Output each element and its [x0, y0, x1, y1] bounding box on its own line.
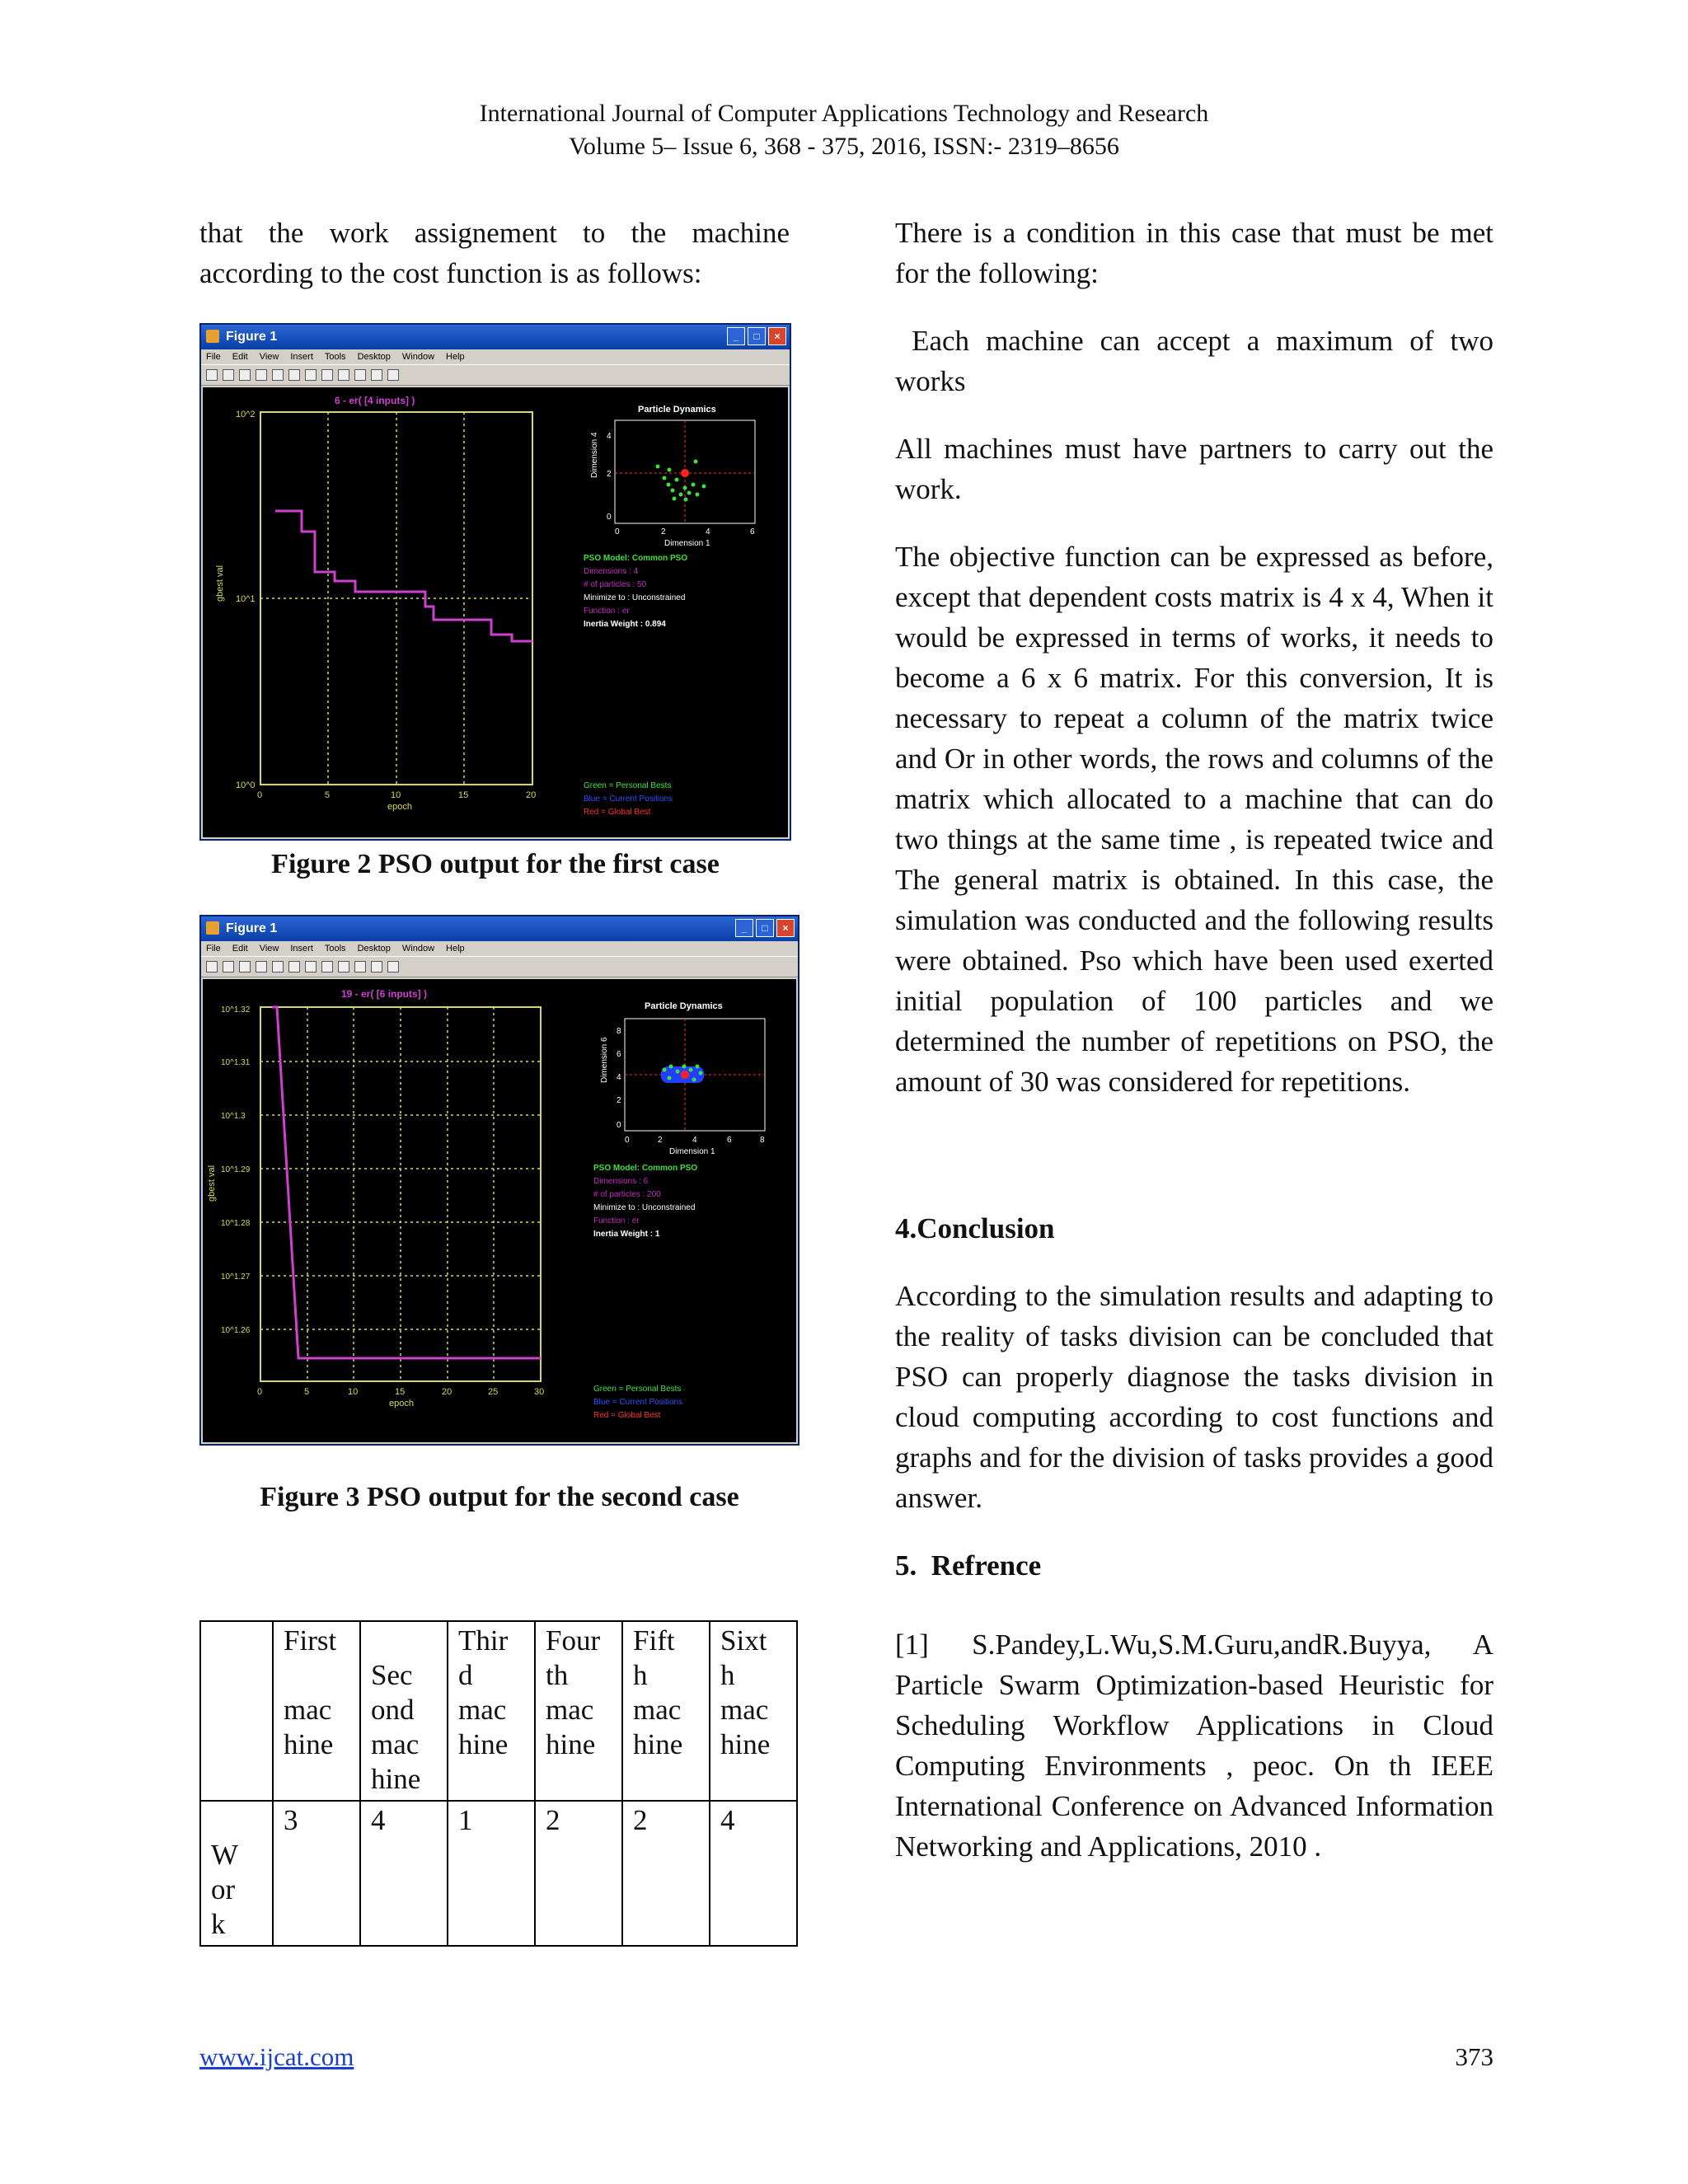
data-cursor-icon[interactable] — [354, 369, 366, 381]
condition-1: Each machine can accept a maximum of two works — [895, 325, 1501, 397]
figure2-xlabel: epoch — [387, 802, 412, 812]
menu-tools[interactable]: Tools — [324, 944, 346, 954]
table-header-cell: Sixt h mac hine — [710, 1621, 797, 1801]
figure2-xtick-4: 15 — [458, 790, 469, 800]
figure2-info-minimize: Minimize to : Unconstrained — [584, 593, 686, 602]
table-header-cell: Four th mac hine — [535, 1621, 622, 1801]
open-icon[interactable] — [223, 369, 234, 381]
reference-heading: 5. Refrence — [895, 1549, 1042, 1582]
figure2-svg — [203, 387, 788, 837]
conclusion-heading: 4.Conclusion — [895, 1212, 1055, 1244]
colorbar-icon[interactable] — [371, 369, 382, 381]
zoom-out-icon[interactable] — [305, 961, 316, 972]
figure3-dyn-ylabel: Dimension 6 — [600, 1037, 609, 1083]
figure2-dyn-xtick-3: 4 — [706, 527, 710, 537]
figure2-info-function: Function : er — [584, 607, 630, 616]
figure3-info-function: Function : er — [593, 1216, 640, 1226]
reference-1: [1] S.Pandey,L.Wu,S.M.Guru,andR.Buyya, A Particle Swarm Optimization-based Heuristic for Scheduling Workflow Applications in Cloud Computing Environments , peoc. On th IEEE International Conference on Advanced Information Networking and Applications, 2010 . — [895, 1629, 1493, 1863]
menu-desktop[interactable]: Desktop — [357, 944, 391, 954]
menu-help[interactable]: Help — [446, 352, 465, 362]
figure3-ytick-1: 10^1.32 — [221, 1005, 251, 1015]
menu-insert[interactable]: Insert — [290, 352, 313, 362]
figure2-info-model: PSO Model: Common PSO — [584, 554, 688, 563]
figure2-dyn-xlabel: Dimension 1 — [664, 539, 710, 548]
figure3-ytick-4: 10^1.29 — [221, 1165, 251, 1174]
figure3-global-best — [681, 1071, 689, 1079]
figure3-window-title: Figure 1 — [226, 921, 278, 935]
figure3-plot-title: 19 - er( [6 inputs] ) — [341, 988, 428, 1000]
figure3-dyn-xtick-5: 8 — [760, 1136, 765, 1145]
figure3-caption: Figure 3 PSO output for the second case — [260, 1482, 739, 1512]
conclusion-paragraph: According to the simulation results and adapting to the reality of tasks division can be concluded that PSO can properly diagnose the tasks division in cloud computing according to cost functions and graphs and for the division of tasks provides a good answer. — [895, 1280, 1493, 1514]
figure3-gbest-curve — [272, 1007, 541, 1358]
figure3-plot-area — [203, 979, 796, 1442]
matlab-icon — [206, 330, 219, 343]
work-assignment-table — [199, 1620, 798, 1947]
menu-view[interactable]: View — [259, 352, 279, 362]
close-icon[interactable]: × — [776, 919, 795, 937]
table-header-cell: Fift h mac hine — [622, 1621, 710, 1801]
figure3-dyn-ytick-2: 6 — [617, 1050, 621, 1059]
figure3-xtick-3: 10 — [348, 1387, 359, 1397]
pan-icon[interactable] — [321, 961, 333, 972]
pointer-icon[interactable] — [272, 961, 284, 972]
print-icon[interactable] — [256, 369, 267, 381]
new-figure-icon[interactable] — [206, 961, 218, 972]
figure3-xtick-2: 5 — [304, 1387, 310, 1397]
table-cell: 4 — [360, 1801, 448, 1946]
figure2-ylabel: gbest val — [215, 565, 225, 602]
figure3-dyn-xlabel: Dimension 1 — [669, 1147, 715, 1156]
menu-insert[interactable]: Insert — [290, 944, 313, 954]
intro-paragraph: that the work assignement to the machine according to the cost function is as follows: — [199, 217, 790, 289]
figure3-xtick-7: 30 — [534, 1387, 545, 1397]
figure3-ytick-2: 10^1.31 — [221, 1058, 251, 1067]
figure3-dyn-ytick-4: 2 — [617, 1096, 621, 1105]
figure3-ytick-3: 10^1.3 — [221, 1112, 246, 1121]
figure3-xlabel: epoch — [389, 1399, 414, 1408]
legend-icon[interactable] — [387, 961, 399, 972]
data-cursor-icon[interactable] — [354, 961, 366, 972]
minimize-icon[interactable]: _ — [727, 327, 745, 345]
figure3-xtick-5: 20 — [442, 1387, 452, 1397]
figure2-dyn-ylabel: Dimension 4 — [590, 432, 599, 478]
figure3-ytick-5: 10^1.28 — [221, 1219, 251, 1228]
condition-paragraph: There is a condition in this case that must be met for the following: — [895, 217, 1493, 289]
figure3-info-model: PSO Model: Common PSO — [593, 1164, 698, 1173]
menu-edit[interactable]: Edit — [232, 352, 248, 362]
figure3-dyn-ytick-1: 8 — [617, 1027, 621, 1036]
menu-file[interactable]: File — [206, 944, 221, 954]
figure2-dyn-xtick-4: 6 — [750, 527, 755, 537]
journal-website-link[interactable]: www.ijcat.com — [199, 2042, 354, 2071]
table-header-row — [200, 1621, 797, 1801]
menu-window[interactable]: Window — [401, 352, 435, 362]
menu-edit[interactable]: Edit — [232, 944, 248, 954]
figure2-info-inertia: Inertia Weight : 0.894 — [584, 620, 666, 629]
maximize-icon[interactable]: □ — [748, 327, 766, 345]
figure3-legend-red: Red = Global Best — [593, 1411, 661, 1420]
figure2-dyn-ytick-2: 2 — [607, 470, 612, 479]
figure2-window-title: Figure 1 — [226, 330, 278, 344]
table-cell: 4 — [710, 1801, 797, 1946]
figure2-legend-green: Green = Personal Bests — [584, 781, 672, 790]
table-cell: 2 — [622, 1801, 710, 1946]
journal-header-line2: Volume 5– Issue 6, 368 - 375, 2016, ISSN:- 2319–8656 — [569, 133, 1119, 160]
figure3-info-dims: Dimensions : 6 — [593, 1177, 649, 1186]
figure3-ytick-7: 10^1.26 — [221, 1326, 251, 1335]
maximize-icon[interactable]: □ — [756, 919, 774, 937]
figure3-dyn-xtick-1: 0 — [625, 1136, 630, 1145]
figure2-toolbar — [201, 364, 790, 386]
figure3-menubar — [201, 941, 798, 956]
figure3-xtick-6: 25 — [488, 1387, 499, 1397]
menu-tools[interactable]: Tools — [324, 352, 346, 362]
pointer-icon[interactable] — [272, 369, 284, 381]
menu-view[interactable]: View — [259, 944, 279, 954]
objective-paragraph: The objective function can be expressed as before, except that dependent costs matrix is 4 x 4, When it would be expressed in terms of works, it needs to become a 6 x 6 matrix. For this conversion, It is necessary to repeat a column of the matrix twice and Or in other words, the rows and columns of the matrix which allocated to a machine that can do two things at the same time , is repeated twice and The general matrix is obtained. In this case, the simulation was conducted and the following results were obtained. Pso which have been used exerted initial population of 100 particles and we determined the number of repetitions on PSO, the amount of 30 was considered for repetitions. — [895, 541, 1493, 1098]
table-header-cell: First mac hine — [273, 1621, 360, 1801]
figure2-gbest-curve — [275, 511, 532, 641]
menu-file[interactable]: File — [206, 352, 221, 362]
page-number: 373 — [1455, 2042, 1493, 2071]
figure3-dyn-ytick-3: 4 — [617, 1073, 621, 1082]
figure2-particles — [656, 460, 706, 502]
figure2-window — [199, 323, 791, 841]
figure3-titlebar — [201, 916, 798, 941]
table-header-cell: Thir d mac hine — [448, 1621, 535, 1801]
zoom-in-icon[interactable] — [288, 961, 300, 972]
table-header-cell: Sec ond mac hine — [360, 1621, 448, 1801]
figure2-info-particles: # of particles : 50 — [584, 580, 647, 589]
menu-help[interactable]: Help — [446, 944, 465, 954]
table-corner-cell — [200, 1621, 273, 1801]
figure3-dyn-xtick-4: 6 — [727, 1136, 732, 1145]
colorbar-icon[interactable] — [371, 961, 382, 972]
figure2-legend-red: Red = Global Best — [584, 808, 651, 817]
figure3-legend-green: Green = Personal Bests — [593, 1385, 682, 1394]
rotate-icon[interactable] — [338, 369, 349, 381]
figure3-svg — [203, 979, 796, 1442]
table-cell: 3 — [273, 1801, 360, 1946]
figure2-dyn-title: Particle Dynamics — [638, 405, 716, 415]
figure2-menubar — [201, 349, 790, 364]
figure2-ytick-3: 10^0 — [236, 780, 256, 790]
figure2-plot-area — [203, 387, 788, 837]
figure2-xtick-1: 0 — [257, 790, 263, 800]
table-cell: 2 — [535, 1801, 622, 1946]
new-figure-icon[interactable] — [206, 369, 218, 381]
figure3-ytick-6: 10^1.27 — [221, 1272, 251, 1282]
figure2-info-dims: Dimensions : 4 — [584, 567, 639, 576]
zoom-out-icon[interactable] — [305, 369, 316, 381]
figure2-xtick-5: 20 — [526, 790, 537, 800]
open-icon[interactable] — [223, 961, 234, 972]
table-cell: 1 — [448, 1801, 535, 1946]
figure2-dyn-ytick-1: 4 — [607, 432, 612, 441]
figure2-xtick-3: 10 — [391, 790, 401, 800]
figure3-dyn-title: Particle Dynamics — [645, 1001, 723, 1011]
save-icon[interactable] — [239, 961, 251, 972]
right-column — [895, 213, 1501, 1894]
figure3-dyn-xtick-2: 2 — [658, 1136, 663, 1145]
figure2-dyn-ytick-3: 0 — [607, 513, 612, 522]
print-icon[interactable] — [256, 961, 267, 972]
legend-icon[interactable] — [387, 369, 399, 381]
figure2-dyn-xtick-2: 2 — [661, 527, 666, 537]
matlab-icon — [206, 921, 219, 935]
figure2-caption: Figure 2 PSO output for the first case — [271, 849, 720, 879]
menu-window[interactable]: Window — [401, 944, 435, 954]
zoom-in-icon[interactable] — [288, 369, 300, 381]
left-intro-text — [199, 213, 790, 321]
table-row — [200, 1801, 797, 1946]
figure2-xtick-2: 5 — [325, 790, 331, 800]
figure3-dyn-ytick-5: 0 — [617, 1121, 621, 1130]
figure3-xtick-1: 0 — [257, 1387, 263, 1397]
figure2-legend-blue: Blue = Current Positions — [584, 794, 673, 804]
menu-desktop[interactable]: Desktop — [357, 352, 391, 362]
figure3-ylabel: gbest val — [207, 1165, 217, 1202]
figure2-global-best — [681, 469, 689, 477]
close-icon[interactable]: × — [768, 327, 786, 345]
figure3-info-particles: # of particles : 200 — [593, 1190, 661, 1199]
figure2-ytick-2: 10^1 — [236, 594, 256, 604]
figure2-titlebar — [201, 325, 790, 349]
figure3-window — [199, 915, 799, 1446]
condition-2: All machines must have partners to carry out the work. — [895, 433, 1493, 505]
pan-icon[interactable] — [321, 369, 333, 381]
figure3-toolbar — [201, 956, 798, 977]
figure2-dyn-xtick-1: 0 — [615, 527, 620, 537]
figure2-ytick-1: 10^2 — [236, 410, 256, 419]
figure3-info-minimize: Minimize to : Unconstrained — [593, 1203, 696, 1212]
figure2-plot-title: 6 - er( [4 inputs] ) — [335, 395, 415, 406]
table-row-label: W or k — [200, 1801, 273, 1946]
figure3-dyn-xtick-3: 4 — [692, 1136, 697, 1145]
rotate-icon[interactable] — [338, 961, 349, 972]
figure3-info-inertia: Inertia Weight : 1 — [593, 1230, 660, 1239]
save-icon[interactable] — [239, 369, 251, 381]
minimize-icon[interactable]: _ — [735, 919, 753, 937]
journal-header-line1: International Journal of Computer Applications Technology and Research — [479, 100, 1209, 127]
figure3-legend-blue: Blue = Current Positions — [593, 1398, 683, 1407]
figure3-xtick-4: 15 — [395, 1387, 406, 1397]
